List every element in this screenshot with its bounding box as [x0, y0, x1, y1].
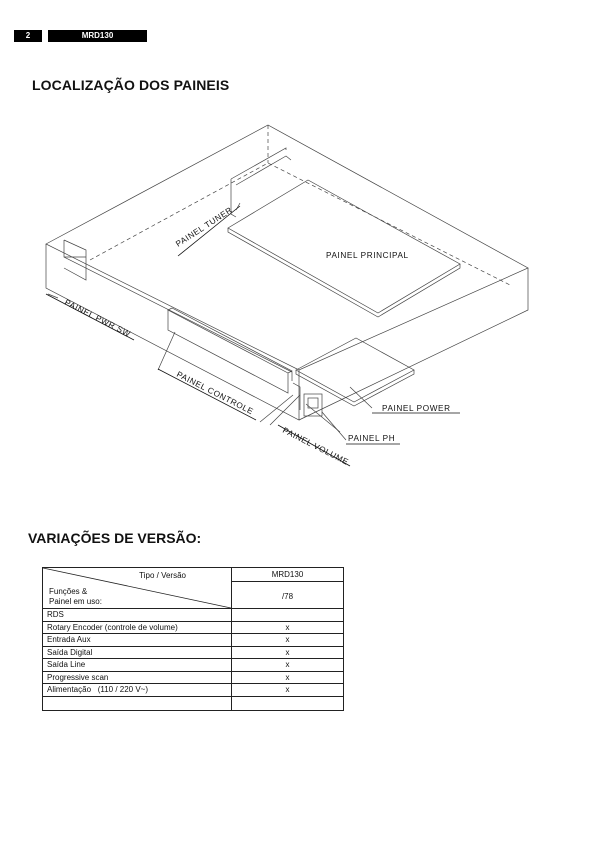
- table-row: [43, 671, 344, 684]
- header-cell-diagonal: [43, 568, 232, 609]
- column-model: MRD130: [232, 568, 343, 582]
- header-model-cell: [232, 568, 344, 609]
- table-row: [43, 646, 344, 659]
- table-row: [43, 696, 344, 710]
- feature-cell: Saída Digital: [43, 646, 232, 659]
- value-cell: x: [232, 621, 344, 634]
- header-funcoes-line2: Painel em uso:: [49, 597, 102, 606]
- header-funcoes: [49, 587, 102, 607]
- table-row: [43, 609, 344, 622]
- value-cell: [232, 609, 344, 622]
- version-table: [42, 567, 344, 711]
- label-painel-ph: PAINEL PH: [348, 434, 396, 443]
- value-cell: x: [232, 684, 344, 697]
- feature-cell: Saída Line: [43, 659, 232, 672]
- header-funcoes-line1: Funções &: [49, 587, 88, 596]
- value-cell: x: [232, 646, 344, 659]
- section-title-version-variations: VARIAÇÕES DE VERSÃO:: [28, 530, 202, 546]
- label-painel-pwr-sw: PAINEL PWR SW: [63, 297, 133, 339]
- value-cell: x: [232, 659, 344, 672]
- label-painel-power: PAINEL POWER: [382, 404, 451, 413]
- page-number: 2: [14, 30, 42, 42]
- table-row: [43, 684, 344, 697]
- header-tipo-versao: Tipo / Versão: [139, 571, 186, 580]
- label-painel-controle: PAINEL CONTROLE: [175, 369, 255, 417]
- feature-cell: Rotary Encoder (controle de volume): [43, 621, 232, 634]
- label-painel-tuner: PAINEL TUNER: [174, 205, 235, 249]
- panel-location-diagram: [0, 100, 595, 500]
- feature-cell: [43, 696, 232, 710]
- chassis-right-edge: [299, 268, 528, 420]
- feature-cell: RDS: [43, 609, 232, 622]
- feature-cell: Progressive scan: [43, 671, 232, 684]
- value-cell: x: [232, 634, 344, 647]
- column-version: /78: [281, 592, 294, 601]
- principal-board: [228, 180, 460, 313]
- label-painel-principal: PAINEL PRINCIPAL: [326, 251, 409, 260]
- label-painel-volume: PAINEL VOLUME: [281, 425, 351, 467]
- model-badge: MRD130: [48, 30, 147, 42]
- table-row: [43, 634, 344, 647]
- table-header-row: [43, 568, 344, 609]
- table-row: [43, 621, 344, 634]
- value-cell: [232, 696, 344, 710]
- feature-cell: Alimentação (110 / 220 V~): [43, 684, 232, 697]
- table-row: [43, 659, 344, 672]
- feature-cell: Entrada Aux: [43, 634, 232, 647]
- power-board: [296, 338, 414, 402]
- section-title-panel-location: LOCALIZAÇÃO DOS PAINEIS: [32, 77, 230, 93]
- value-cell: x: [232, 671, 344, 684]
